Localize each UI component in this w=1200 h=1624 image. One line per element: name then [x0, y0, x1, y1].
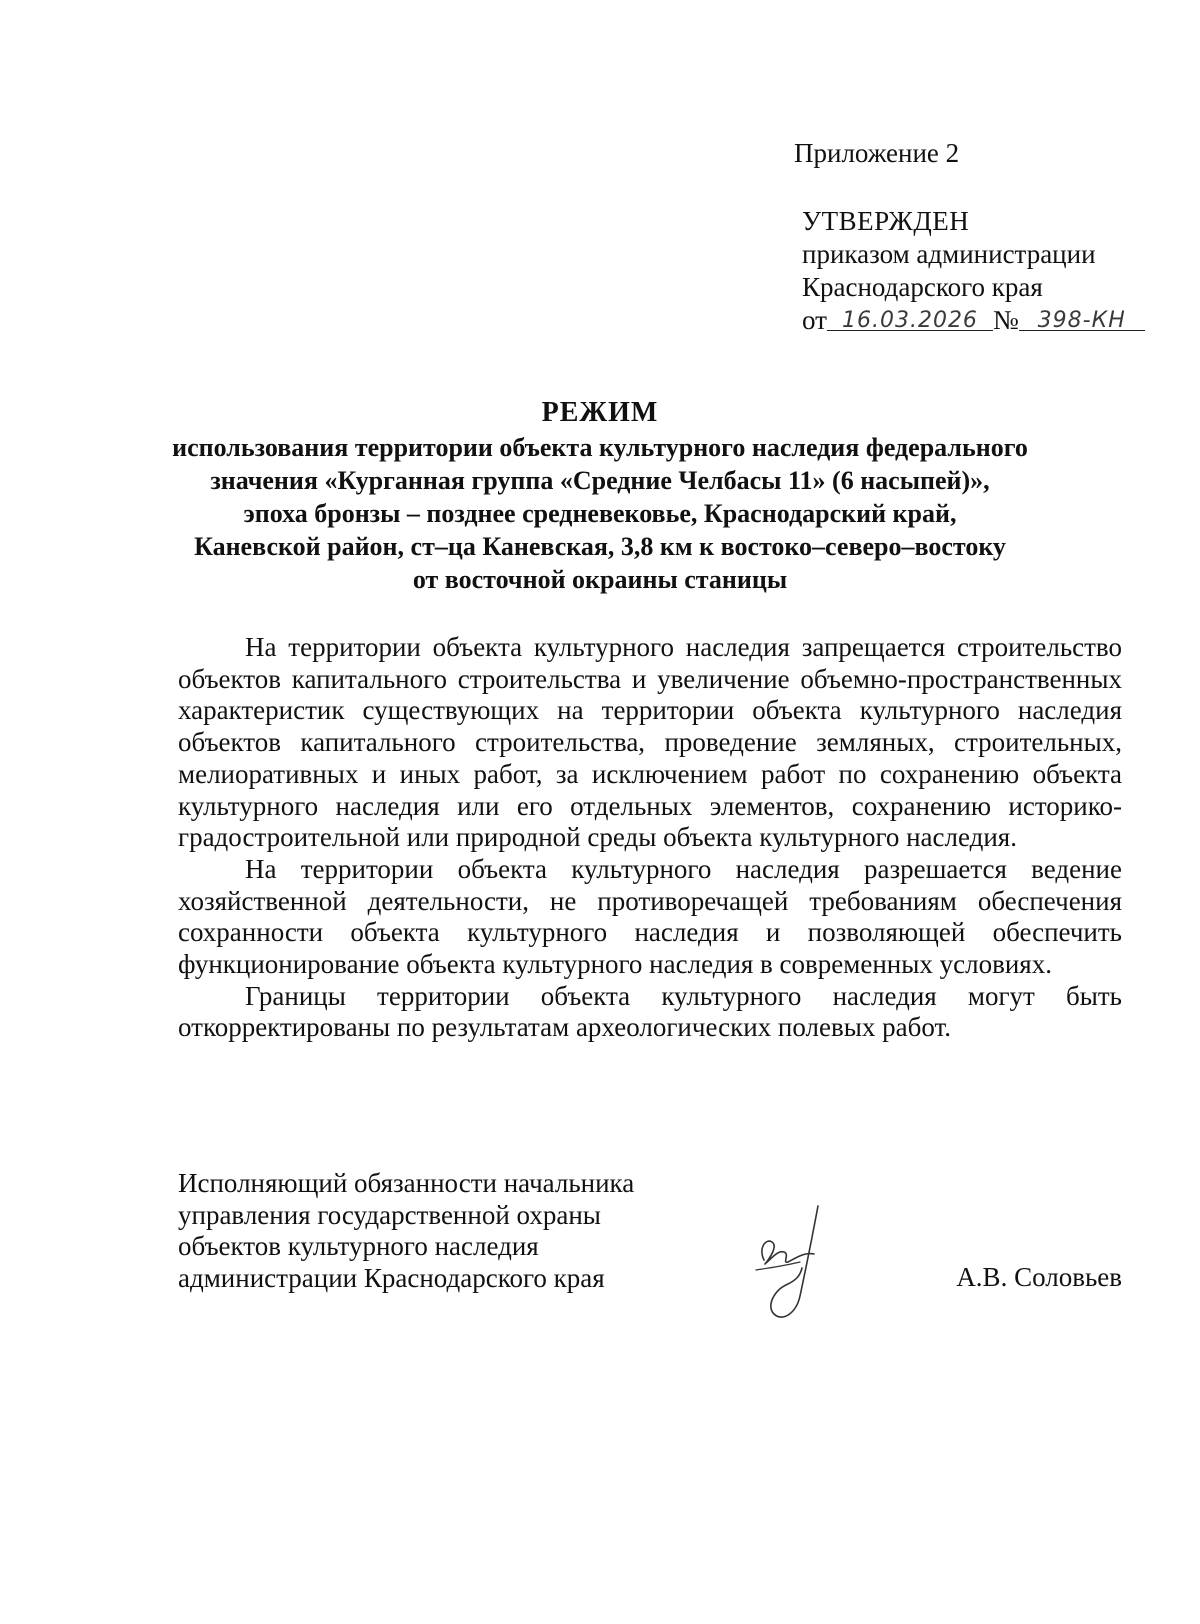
title-line-1: использования территории объекта культурного наследия федерального: [172, 433, 1028, 462]
signer-position: [178, 1168, 634, 1294]
approval-heading: УТВЕРЖДЕН: [802, 206, 970, 236]
signer-name: А.В. Соловьев: [956, 1262, 1122, 1292]
document-body: [178, 632, 1122, 1044]
title-line-5: от восточной окраины станицы: [412, 565, 788, 594]
body-paragraph-2: На территории объекта культурного наследия разрешается ведение хозяйственной деятельности, не противоречащей требованиям обеспечения сохранности объекта культурного наследия и позволяющей обеспечить функционирование объекта культурного наследия в современных условиях.: [178, 853, 1122, 980]
title-line-3: эпоха бронзы – позднее средневековье, Краснодарский край,: [243, 499, 957, 528]
signature-block: [178, 1168, 1122, 1338]
signer-position-line-4: администрации Краснодарского края: [178, 1262, 605, 1293]
appendix-label: Приложение 2: [794, 138, 960, 168]
order-date: 16.03.2026: [841, 308, 978, 333]
order-number-field: [1019, 304, 1145, 331]
signer-position-line-3: объектов культурного наследия: [178, 1231, 539, 1261]
order-number: 398-КН: [1037, 308, 1126, 333]
approval-line-1: приказом администрации: [802, 239, 1096, 269]
order-date-field: [827, 304, 993, 331]
order-from-label: от: [802, 305, 827, 335]
title-main: РЕЖИМ: [541, 397, 659, 428]
approval-line-2: Краснодарского края: [802, 272, 1043, 302]
signer-position-line-1: Исполняющий обязанности начальника: [178, 1168, 635, 1198]
body-paragraph-1: На территории объекта культурного наследия запрещается строительство объектов капитального строительства и увеличение объемно-пространственных характеристик существующих на территории объекта культурного наследия объектов капитального строительства, проведение земляных, строительных, мелиоративных и иных работ, за исключением работ по сохранению объекта культурного наследия или его отдельных элементов, сохранению историко-градостроительной или природной среды объекта культурного наследия.: [178, 632, 1122, 853]
order-number-label: №: [992, 305, 1019, 335]
document-title: [150, 396, 1050, 596]
body-paragraph-3: Границы территории объекта культурного наследия могут быть откорректированы по результатам археологических полевых работ.: [178, 980, 1122, 1043]
signer-position-line-2: управления государственной охраны: [178, 1199, 601, 1230]
approval-block: [802, 205, 1145, 337]
title-line-2: значения «Курганная группа «Средние Челбасы 11» (6 насыпей)»,: [210, 466, 990, 495]
order-line: [802, 304, 1145, 337]
handwritten-signature: [748, 1198, 838, 1328]
title-line-4: Каневской район, ст–ца Каневская, 3,8 км к востоко–северо–востоку: [194, 532, 1006, 561]
